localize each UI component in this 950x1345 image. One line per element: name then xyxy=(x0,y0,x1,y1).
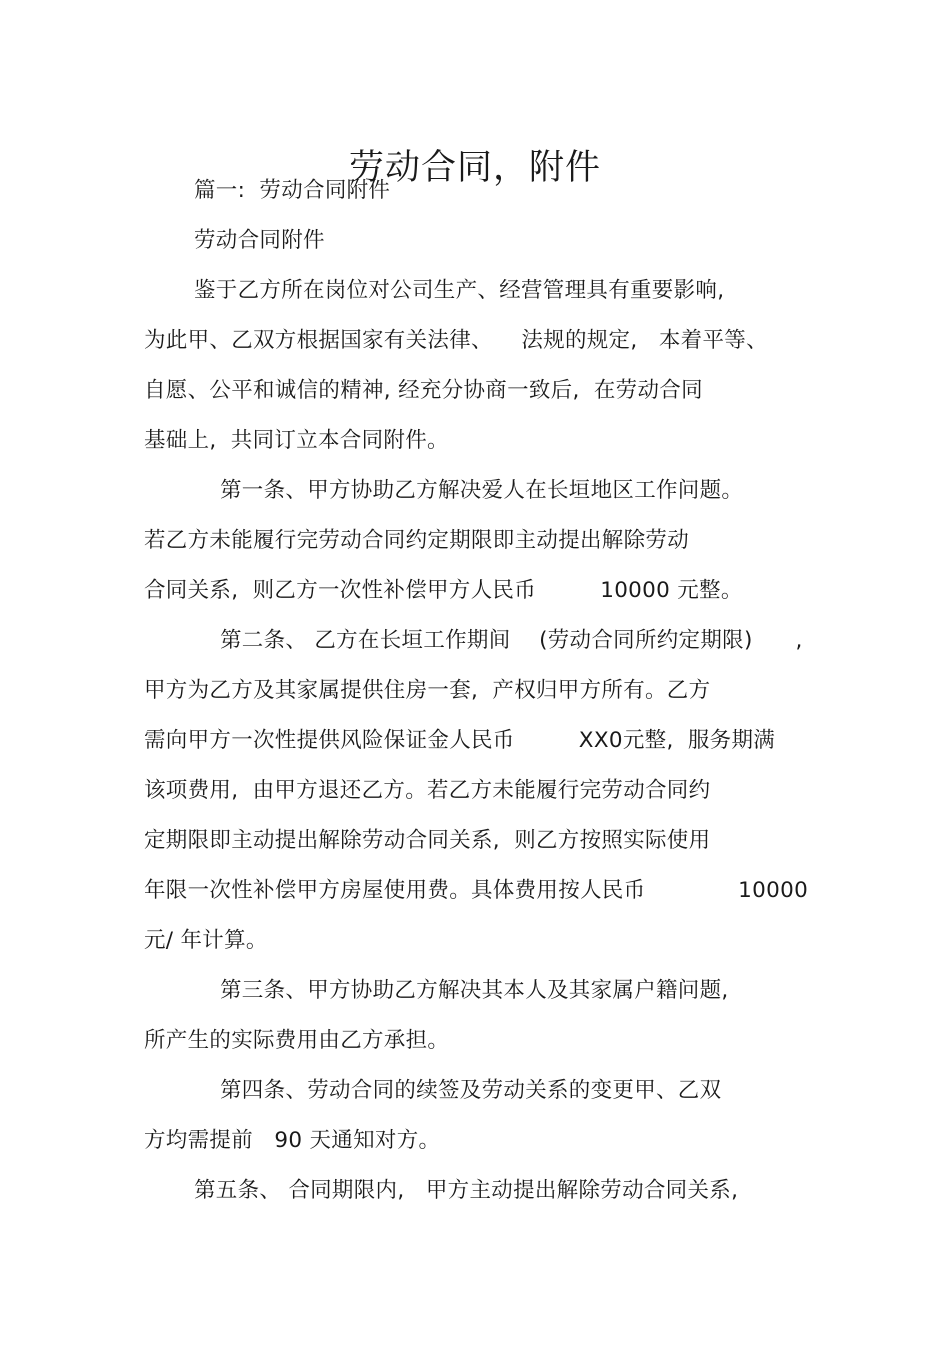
paragraph-line: 鉴于乙方所在岗位对公司生产、经营管理具有重要影响, xyxy=(194,278,725,303)
clause-line: 年限一次性补偿甲方房屋使用费。具体费用按人民币 10000 xyxy=(144,878,809,903)
clause-line: 合同关系, 则乙方一次性补偿甲方人民币 10000 元整。 xyxy=(144,578,743,603)
paragraph-line: 为此甲、乙双方根据国家有关法律、 法规的规定, 本着平等、 xyxy=(144,328,768,353)
clause-line: 第四条、劳动合同的续签及劳动关系的变更甲、乙双 xyxy=(220,1078,722,1103)
clause-line: 第五条、 合同期限内, 甲方主动提出解除劳动合同关系, xyxy=(194,1178,739,1203)
paragraph-line: 基础上, 共同订立本合同附件。 xyxy=(144,428,449,453)
clause-line: 需向甲方一次性提供风险保证金人民币 XX0元整, 服务期满 xyxy=(144,728,776,753)
document-title: 劳动合同，附件 xyxy=(348,148,601,189)
section-heading: 篇一: 劳动合同附件 xyxy=(194,178,391,203)
clause-line: 第三条、甲方协助乙方解决其本人及其家属户籍问题, xyxy=(220,978,729,1003)
clause-line: 若乙方未能履行完劳动合同约定期限即主动提出解除劳动 xyxy=(144,528,690,553)
subheading: 劳动合同附件 xyxy=(194,228,325,253)
paragraph-line: 自愿、公平和诚信的精神, 经充分协商一致后, 在劳动合同 xyxy=(144,378,703,403)
clause-line: 第二条、 乙方在长垣工作期间 (劳动合同所约定期限) , xyxy=(220,628,803,653)
clause-line: 定期限即主动提出解除劳动合同关系, 则乙方按照实际使用 xyxy=(144,828,711,853)
clause-line: 第一条、甲方协助乙方解决爱人在长垣地区工作问题。 xyxy=(220,478,744,503)
clause-line: 方均需提前 90 天通知对方。 xyxy=(144,1128,441,1153)
clause-line: 所产生的实际费用由乙方承担。 xyxy=(144,1028,450,1053)
clause-line: 该项费用, 由甲方退还乙方。若乙方未能履行完劳动合同约 xyxy=(144,778,711,803)
clause-line: 甲方为乙方及其家属提供住房一套, 产权归甲方所有。乙方 xyxy=(144,678,711,703)
clause-line: 元/ 年计算。 xyxy=(144,928,268,953)
